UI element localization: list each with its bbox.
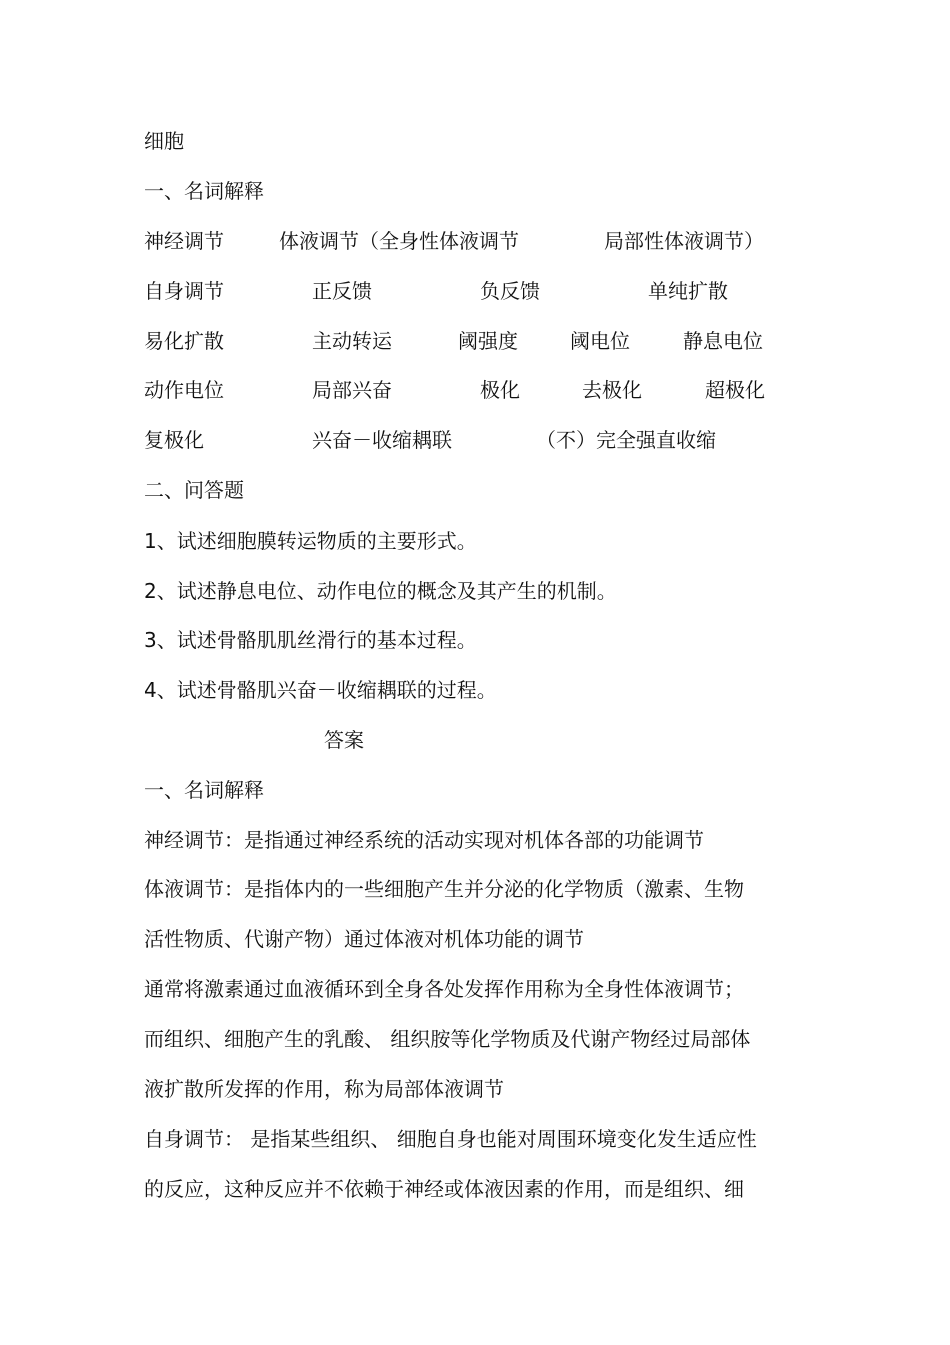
term-item: 复极化 — [144, 428, 204, 452]
answer-line: 液扩散所发挥的作用，称为局部体液调节 — [144, 1077, 504, 1101]
term-item: 动作电位 — [144, 378, 224, 402]
answer-line: 神经调节：是指通过神经系统的活动实现对机体各部的功能调节 — [144, 828, 704, 852]
answer-line: 的反应，这种反应并不依赖于神经或体液因素的作用，而是组织、细 — [144, 1177, 744, 1201]
term-item: 神经调节 — [144, 229, 224, 253]
term-item: 兴奋－收缩耦联 — [312, 428, 452, 452]
section-heading-questions: 二、问答题 — [144, 478, 244, 502]
term-item: 易化扩散 — [144, 329, 224, 353]
term-item: 负反馈 — [480, 279, 540, 303]
term-item: 单纯扩散 — [648, 279, 728, 303]
term-item: 超极化 — [705, 378, 765, 402]
answer-line: 体液调节：是指体内的一些细胞产生并分泌的化学物质（激素、生物 — [144, 877, 744, 901]
question-item: 4、试述骨骼肌兴奋－收缩耦联的过程。 — [144, 678, 497, 702]
term-item: 去极化 — [582, 378, 642, 402]
term-item: 局部性体液调节） — [604, 229, 764, 253]
question-item: 2、试述静息电位、动作电位的概念及其产生的机制。 — [144, 579, 617, 603]
answer-line: 而组织、细胞产生的乳酸、 组织胺等化学物质及代谢产物经过局部体 — [144, 1027, 751, 1051]
answer-section-heading: 一、名词解释 — [144, 778, 264, 802]
term-item: 极化 — [480, 378, 520, 402]
question-item: 3、试述骨骼肌肌丝滑行的基本过程。 — [144, 628, 477, 652]
term-item: 体液调节（全身性体液调节 — [279, 229, 519, 253]
term-item: 局部兴奋 — [312, 378, 392, 402]
term-item: 主动转运 — [312, 329, 392, 353]
section-heading-terms: 一、名词解释 — [144, 179, 264, 203]
term-item: 自身调节 — [144, 279, 224, 303]
answer-line: 活性物质、代谢产物）通过体液对机体功能的调节 — [144, 927, 584, 951]
term-item: （不）完全强直收缩 — [536, 428, 716, 452]
term-item: 正反馈 — [312, 279, 372, 303]
question-item: 1、试述细胞膜转运物质的主要形式。 — [144, 529, 477, 553]
answer-line: 通常将激素通过血液循环到全身各处发挥作用称为全身性体液调节； — [144, 977, 744, 1001]
term-item: 静息电位 — [683, 329, 763, 353]
term-item: 阈强度 — [458, 329, 518, 353]
term-item: 阈电位 — [570, 329, 630, 353]
document-title: 细胞 — [144, 129, 184, 153]
answer-line: 自身调节： 是指某些组织、 细胞自身也能对周围环境变化发生适应性 — [144, 1127, 757, 1151]
answer-heading: 答案 — [324, 728, 364, 752]
